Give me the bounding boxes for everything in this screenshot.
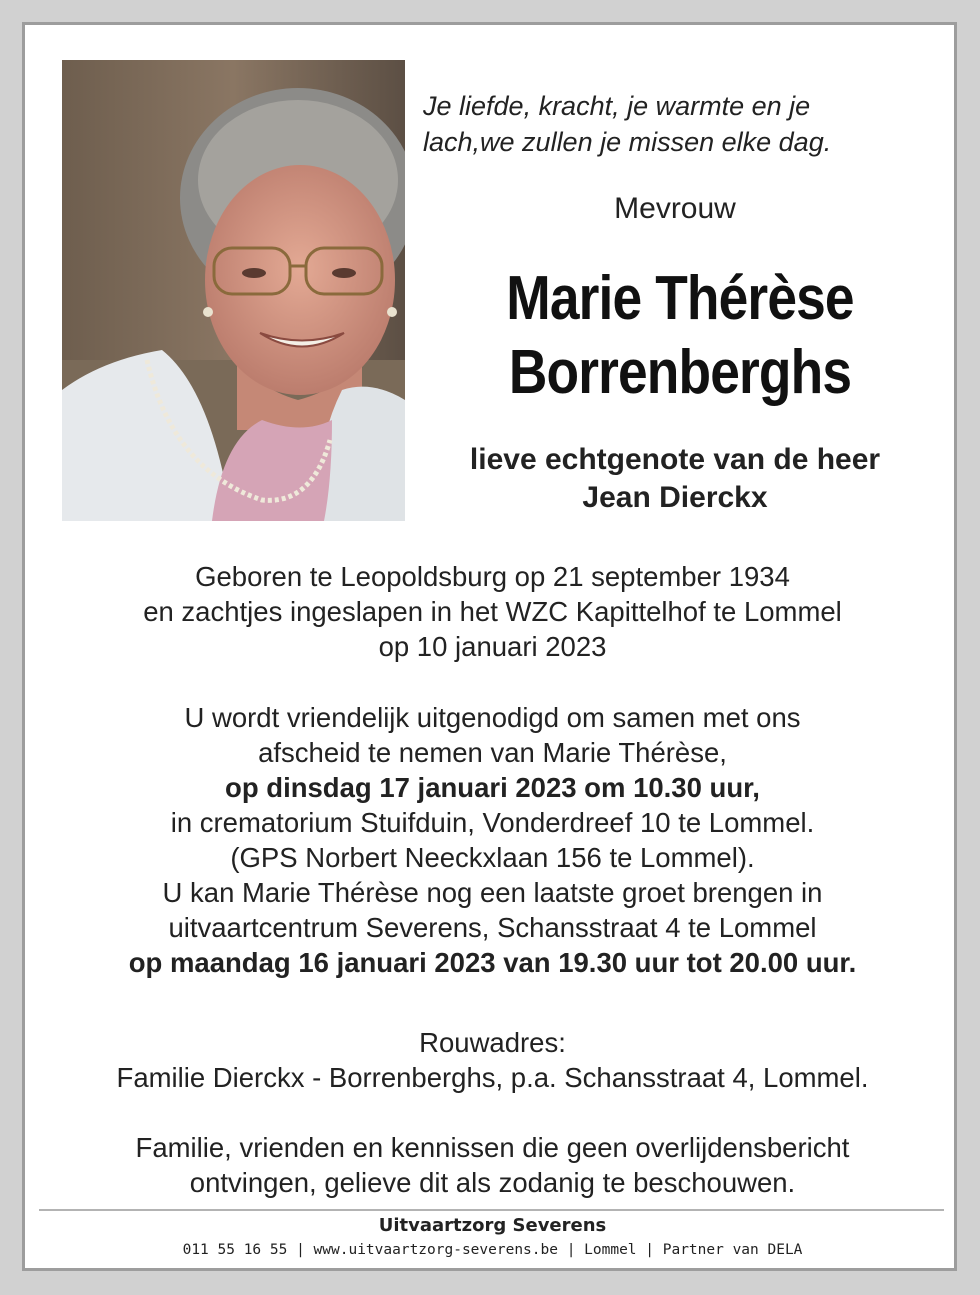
deceased-name bbox=[461, 262, 900, 410]
service-date: op dinsdag 17 januari 2023 om 10.30 uur, bbox=[225, 772, 760, 803]
notice bbox=[25, 1130, 960, 1200]
address-label: Rouwadres: bbox=[419, 1027, 566, 1058]
text-line: Geboren te Leopoldsburg op 21 september 1934 bbox=[195, 561, 790, 592]
footer-divider bbox=[39, 1209, 944, 1211]
text-line: op 10 januari 2023 bbox=[378, 631, 607, 662]
text-line: afscheid te nemen van Marie Thérèse, bbox=[258, 737, 727, 768]
honorific: Mevrouw bbox=[614, 192, 736, 225]
text-line: uitvaartcentrum Severens, Schansstraat 4 te Lommel bbox=[168, 912, 817, 943]
text-line: U wordt vriendelijk uitgenodigd om samen met ons bbox=[184, 702, 801, 733]
birth-death-info bbox=[25, 559, 960, 664]
funeral-service-info bbox=[25, 700, 960, 980]
portrait-photo bbox=[62, 60, 405, 521]
visitation-date: op maandag 16 januari 2023 van 19.30 uur tot 20.00 uur. bbox=[128, 947, 857, 978]
address-value: Familie Dierckx - Borrenberghs, p.a. Schansstraat 4, Lommel. bbox=[116, 1062, 869, 1093]
obituary-card bbox=[22, 22, 957, 1271]
verse-line: lach,we zullen je missen elke dag. bbox=[423, 127, 832, 157]
surname: Borrenberghs bbox=[508, 338, 852, 407]
first-names: Marie Thérèse bbox=[506, 264, 854, 333]
text-line: Familie, vrienden en kennissen die geen overlijdensbericht bbox=[135, 1132, 850, 1163]
text-line: in crematorium Stuifduin, Vonderdreef 10 te Lommel. bbox=[170, 807, 815, 838]
spouse-name: Jean Dierckx bbox=[582, 481, 768, 514]
relation-line: lieve echtgenote van de heer bbox=[469, 443, 881, 476]
text-line: en zachtjes ingeslapen in het WZC Kapittelhof te Lommel bbox=[143, 596, 842, 627]
text-line: (GPS Norbert Neeckxlaan 156 te Lommel). bbox=[230, 842, 755, 873]
mourning-address bbox=[25, 1025, 960, 1095]
verse-line: Je liefde, kracht, je warmte en je bbox=[423, 91, 811, 121]
funeral-home-name: Uitvaartzorg Severens bbox=[378, 1215, 607, 1236]
funeral-home-contact: 011 55 16 55 | www.uitvaartzorg-severens.be | Lommel | Partner van DELA bbox=[182, 1242, 803, 1258]
text-line: U kan Marie Thérèse nog een laatste groet brengen in bbox=[162, 877, 823, 908]
memorial-verse bbox=[423, 88, 923, 160]
text-line: ontvingen, gelieve dit als zodanig te beschouwen. bbox=[189, 1167, 796, 1198]
relation bbox=[420, 441, 930, 517]
